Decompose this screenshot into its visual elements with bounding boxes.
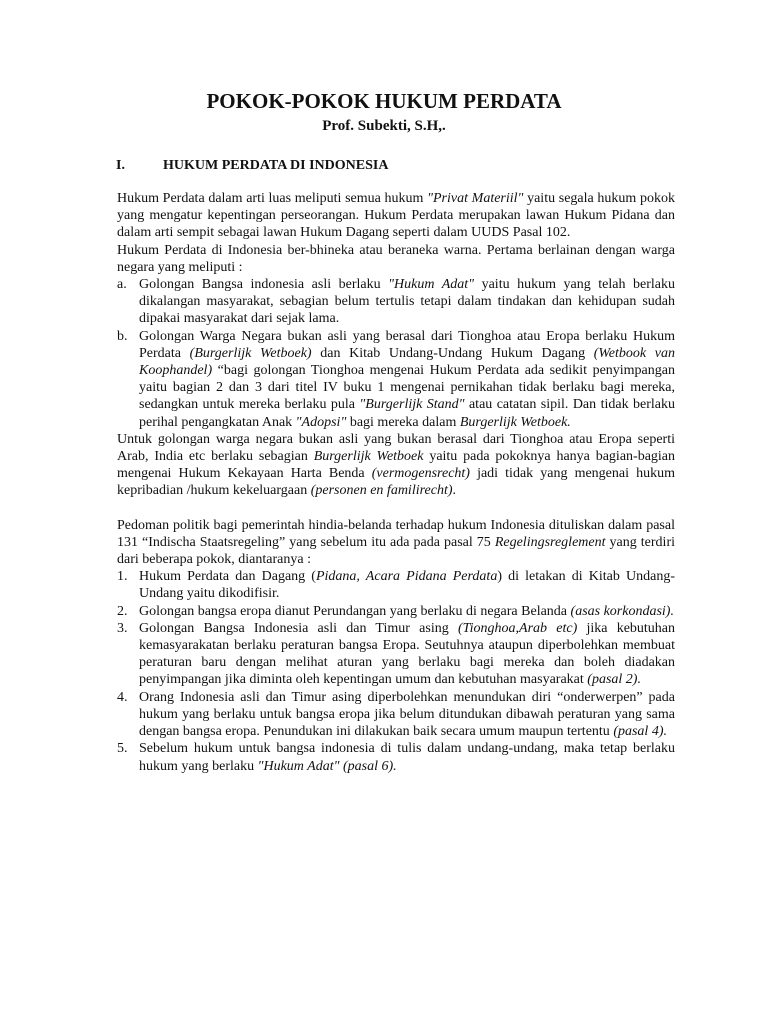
paragraph-definition <box>117 190 675 242</box>
section-heading-text: HUKUM PERDATA DI INDONESIA <box>163 158 389 173</box>
italic-run: Pidana, Acara Pidana Perdata <box>315 569 498 585</box>
text-run: yaitu pada pokoknya hanya bagian-bagian mengenai Hukum Kekayaan Harta Benda <box>117 449 676 482</box>
list-item-content <box>139 689 675 741</box>
italic-run: Burgerlijk Wetboek <box>313 449 424 465</box>
list-item-content <box>139 276 675 328</box>
text-run: yaitu hukum yang telah berlaku dikalangan masyarakat, sebagian belum tertulis tetapi dalam tindakan dan kehidupan sudah dipakai masyarakat dari sejak lama. <box>139 277 675 327</box>
section-number: I. <box>116 158 125 173</box>
italic-run: "Hukum Adat" (pasal 6). <box>257 758 397 774</box>
text-run: bagi mereka dalam <box>346 414 460 430</box>
italic-run: (asas korkondasi). <box>570 603 674 619</box>
paragraph-policy <box>117 517 675 569</box>
paragraph-diversity: Hukum Perdata di Indonesia ber-bhineka atau beraneka warna. Pertama berlainan dengan warga negara yang meliputi : <box>117 242 675 275</box>
paragraph-foreign-groups <box>117 431 675 500</box>
text-run: “bagi golongan Tionghoa mengenai Hukum Perdata ada sedikit penyimpangan yaitu bagian 2 dan 3 dari titel IV buku 1 mengenai pernikahan tidak berlaku bagi mereka, sedangkan untuk mereka berlaku pula <box>139 363 675 413</box>
list-marker: 3. <box>117 620 128 636</box>
text-run: Golongan Bangsa indonesia asli berlaku <box>139 277 389 293</box>
list-item-1 <box>117 568 675 602</box>
italic-run: "Privat Materiil" <box>427 191 524 206</box>
list-item-4 <box>117 689 675 741</box>
text-run: Golongan Bangsa Indonesia asli dan Timur asing <box>139 620 458 636</box>
list-item-a <box>117 276 675 328</box>
italic-run: (vermogensrecht) <box>371 466 470 482</box>
document-body <box>117 190 675 775</box>
list-item-3 <box>117 620 675 689</box>
list-item-content <box>139 328 675 431</box>
list-marker: a. <box>117 277 127 293</box>
text-run: dan Kitab Undang-Undang Hukum Dagang <box>311 345 594 361</box>
list-marker: 1. <box>117 569 128 585</box>
text-run: ) di letakan di Kitab Undang-Undang yaitu dikodifisir. <box>139 569 675 602</box>
text-run: yaitu segala hukum pokok yang mengatur kepentingan perseorangan. Hukum Perdata merupakan lawan Hukum Pidana dan dalam arti sempit sebagai lawan Hukum Dagang seperti dalam UUDS Pasal 102. <box>117 191 675 241</box>
list-item-content <box>139 740 675 774</box>
paragraph-gap <box>117 500 675 517</box>
document-title: POKOK-POKOK HUKUM PERDATA <box>206 89 562 113</box>
italic-run: Burgerlijk Wetboek. <box>459 414 571 430</box>
italic-run: (Tionghoa,Arab etc) <box>457 620 578 636</box>
list-marker: 5. <box>117 741 128 757</box>
italic-run: Regelingsreglement <box>494 534 606 550</box>
text-run: jika kebutuhan kemasyarakatan berlaku peraturan bangsa Eropa. Seutuhnya ataupun diperbolehkan membuat peraturan baru dengan melihat aturan yang berlaku bagi mereka dan boleh diadakan penyimpangan jika diminta oleh kepentingan umum dan kebutuhan masyarakat <box>139 620 676 688</box>
text-run: Hukum Perdata dalam arti luas meliputi semua hukum <box>117 191 428 206</box>
text-run: atau catatan sipil. Dan tidak berlaku perihal pengangkatan Anak <box>139 397 675 430</box>
list-item-5 <box>117 740 675 774</box>
italic-run: (personen en familirecht) <box>310 483 453 499</box>
text-run: yang terdiri dari beberapa pokok, diantaranya : <box>117 534 675 568</box>
italic-run: "Hukum Adat" <box>388 277 475 293</box>
text-run: Hukum Perdata dan Dagang ( <box>139 569 316 585</box>
italic-run: "Adopsi" <box>295 414 347 430</box>
text-run: jadi tidak yang mengenai hukum kepribadian /hukum kekeluargaan <box>117 466 675 499</box>
italic-run: (Wetbook van Koophandel) <box>139 345 676 379</box>
list-item-content <box>139 568 675 602</box>
italic-run: (pasal 4). <box>613 724 667 740</box>
list-marker: 2. <box>117 603 128 619</box>
text-run: Golongan Warga Negara bukan asli yang berasal dari Tionghoa atau Eropa berlaku Hukum Perdata <box>139 328 675 361</box>
list-marker: b. <box>117 328 128 344</box>
list-item-b <box>117 328 675 431</box>
text-run: . <box>452 483 457 499</box>
text-run: Sebelum hukum untuk bangsa indonesia di tulis dalam undang-undang, maka tetap berlaku hukum yang berlaku <box>139 741 675 774</box>
section-heading <box>116 157 388 175</box>
text-run: Untuk golongan warga negara bukan asli yang bukan berasal dari Tionghoa atau Eropa seperti Arab, India etc berlaku sebagian <box>117 431 675 465</box>
list-item-content <box>139 620 675 689</box>
list-marker: 4. <box>117 689 128 705</box>
text-run: Pedoman politik bagi pemerintah hindia-belanda terhadap hukum Indonesia dituliskan dalam pasal 131 “Indischa Staatsregeling” yang sebelum itu ada pada pasal 75 <box>117 517 675 550</box>
italic-run: "Burgerlijk Stand" <box>359 397 465 413</box>
italic-run: (pasal 2). <box>587 672 641 688</box>
italic-run: (Burgerlijk Wetboek) <box>189 345 312 361</box>
list-item-2 <box>117 603 675 620</box>
text-run: Orang Indonesia asli dan Timur asing diperbolehkan menundukan diri “onderwerpen” pada hukum yang berlaku untuk bangsa eropa jika belum ditundukan dibawah peraturan yang sama dengan bangsa eropa. Penundukan ini dilakukan baik secara umum maupun tertentu <box>139 689 675 740</box>
document-author: Prof. Subekti, S.H,. <box>322 118 446 134</box>
list-item-content <box>139 603 675 620</box>
text-run: Golongan bangsa eropa dianut Perundangan yang berlaku di negara Belanda <box>139 603 571 619</box>
